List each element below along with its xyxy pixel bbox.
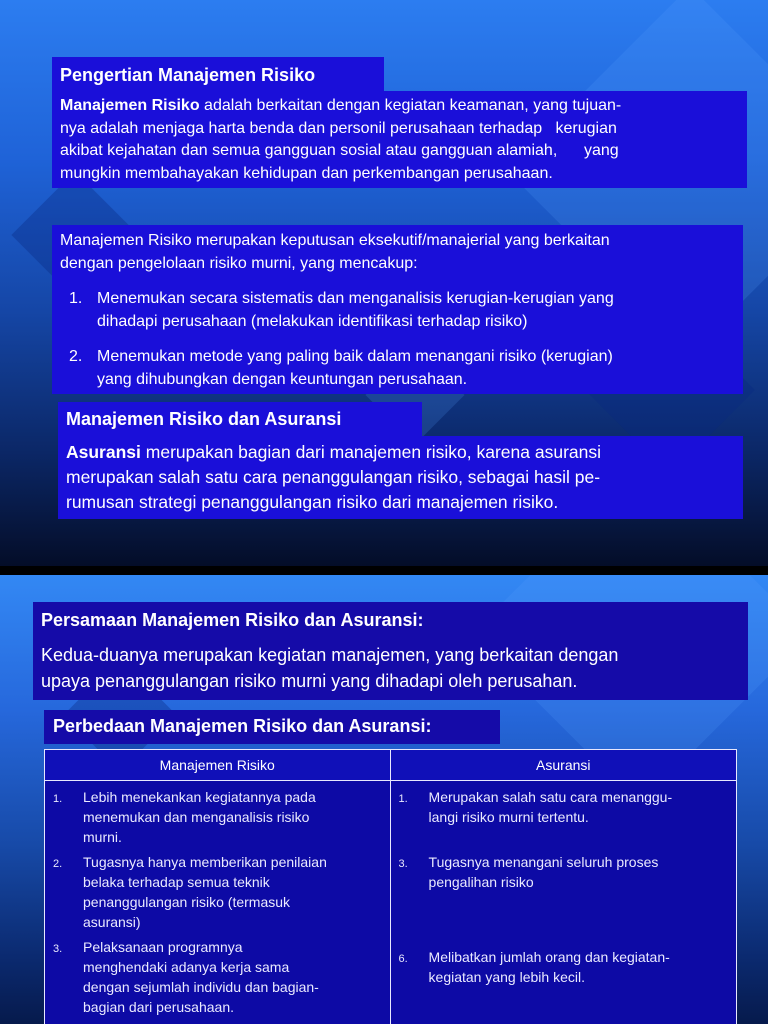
similarity-heading: Persamaan Manajemen Risiko dan Asuransi: bbox=[41, 610, 424, 630]
list-item-text: dihadapi perusahaan (melakukan identifikasi terhadap risiko) bbox=[97, 312, 528, 330]
similarity-box bbox=[33, 602, 748, 700]
list-item bbox=[391, 787, 736, 827]
list-item-number: 2. bbox=[69, 348, 83, 365]
list-item-text: Tugasnya hanya memberikan penilaian bbox=[83, 854, 327, 870]
list-item-text: menemukan dan menganalisis risiko bbox=[83, 809, 310, 825]
list-item-number: 2. bbox=[53, 858, 63, 870]
definition-line: nya adalah menjaga harta benda dan personil perusahaan terhadap kerugian bbox=[60, 119, 617, 137]
list-item bbox=[391, 947, 736, 987]
risk-management-cell bbox=[45, 781, 391, 1024]
list-item bbox=[391, 852, 736, 892]
list-item-text: Menemukan metode yang paling baik dalam menangani risiko (kerugian) bbox=[97, 348, 613, 365]
list-item-text: yang dihubungkan dengan keuntungan perusahaan. bbox=[97, 370, 468, 388]
definition-box bbox=[52, 91, 747, 188]
list-item-text: Lebih menekankan kegiatannya pada bbox=[83, 789, 316, 805]
definition-line: mungkin membahayakan kehidupan dan perkembangan perusahaan. bbox=[60, 164, 553, 182]
list-item-text: asuransi) bbox=[83, 914, 141, 930]
list-item bbox=[45, 937, 390, 1017]
list-item bbox=[45, 852, 390, 932]
section-heading-definition: Pengertian Manajemen Risiko bbox=[52, 57, 384, 91]
similarity-line: upaya penanggulangan risiko murni yang dihadapi oleh perusahan. bbox=[41, 671, 578, 691]
table-header-row bbox=[45, 750, 737, 781]
insurance-line: rumusan strategi penanggulangan risiko dari manajemen risiko. bbox=[66, 492, 559, 512]
list-item-number: 1. bbox=[398, 793, 408, 805]
list-item-text: dengan sejumlah individu dan bagian- bbox=[83, 979, 319, 995]
list-item-number: 3. bbox=[53, 943, 63, 955]
difference-table bbox=[44, 749, 737, 1024]
definition-term: Manajemen Risiko bbox=[60, 97, 200, 114]
list-item-text: menghendaki adanya kerja sama bbox=[83, 959, 290, 975]
list-item-text: bagian dari perusahaan. bbox=[83, 999, 235, 1015]
scope-intro-line: Manajemen Risiko merupakan keputusan eksekutif/manajerial yang berkaitan bbox=[60, 232, 610, 249]
list-item bbox=[60, 346, 743, 391]
list-item-text: kegiatan yang lebih kecil. bbox=[428, 969, 585, 985]
insurance-line bbox=[66, 440, 743, 465]
list-item-text: langi risiko murni tertentu. bbox=[428, 809, 589, 825]
insurance-cell bbox=[390, 781, 736, 1024]
table-row bbox=[45, 781, 737, 1024]
difference-heading: Perbedaan Manajemen Risiko dan Asuransi: bbox=[44, 710, 500, 744]
list-item-text: Menemukan secara sistematis dan menganalisis kerugian-kerugian yang bbox=[97, 290, 614, 307]
section-heading-insurance: Manajemen Risiko dan Asuransi bbox=[58, 402, 422, 436]
definition-text: adalah berkaitan dengan kegiatan keamanan, yang tujuan- bbox=[199, 97, 622, 114]
insurance-text: merupakan bagian dari manajemen risiko, karena asuransi bbox=[140, 442, 602, 462]
scope-list bbox=[60, 288, 743, 391]
similarity-line: Kedua-duanya merupakan kegiatan manajemen, yang berkaitan dengan bbox=[41, 645, 619, 665]
insurance-term: Asuransi bbox=[66, 442, 141, 462]
list-item bbox=[45, 787, 390, 847]
list-item-number: 1. bbox=[69, 290, 83, 307]
col-header-insurance: Asuransi bbox=[390, 750, 736, 781]
list-item-text: pengalihan risiko bbox=[428, 874, 534, 890]
list-item-text: murni. bbox=[83, 829, 122, 845]
definition-line bbox=[60, 95, 747, 118]
insurance-line: merupakan salah satu cara penanggulangan risiko, sebagai hasil pe- bbox=[66, 467, 601, 487]
list-item-text: Merupakan salah satu cara menanggu- bbox=[428, 789, 673, 805]
list-item-text: penanggulangan risiko (termasuk bbox=[83, 894, 291, 910]
definition-line: akibat kejahatan dan semua gangguan sosial atau gangguan alamiah, yang bbox=[60, 142, 619, 159]
list-item-text: Pelaksanaan programnya bbox=[83, 939, 243, 955]
list-item-text: belaka terhadap semua teknik bbox=[83, 874, 270, 890]
scope-box bbox=[52, 225, 743, 394]
list-item-number: 6. bbox=[398, 953, 408, 965]
list-item-number: 3. bbox=[398, 858, 408, 870]
list-item-text: Tugasnya menangani seluruh proses bbox=[428, 854, 659, 870]
scope-intro-line: dengan pengelolaan risiko murni, yang mencakup: bbox=[60, 254, 418, 272]
list-item bbox=[60, 288, 743, 333]
col-header-risk-management: Manajemen Risiko bbox=[45, 750, 391, 781]
insurance-box bbox=[58, 436, 743, 519]
list-item-number: 1. bbox=[53, 793, 63, 805]
list-item-text: Melibatkan jumlah orang dan kegiatan- bbox=[428, 949, 670, 965]
